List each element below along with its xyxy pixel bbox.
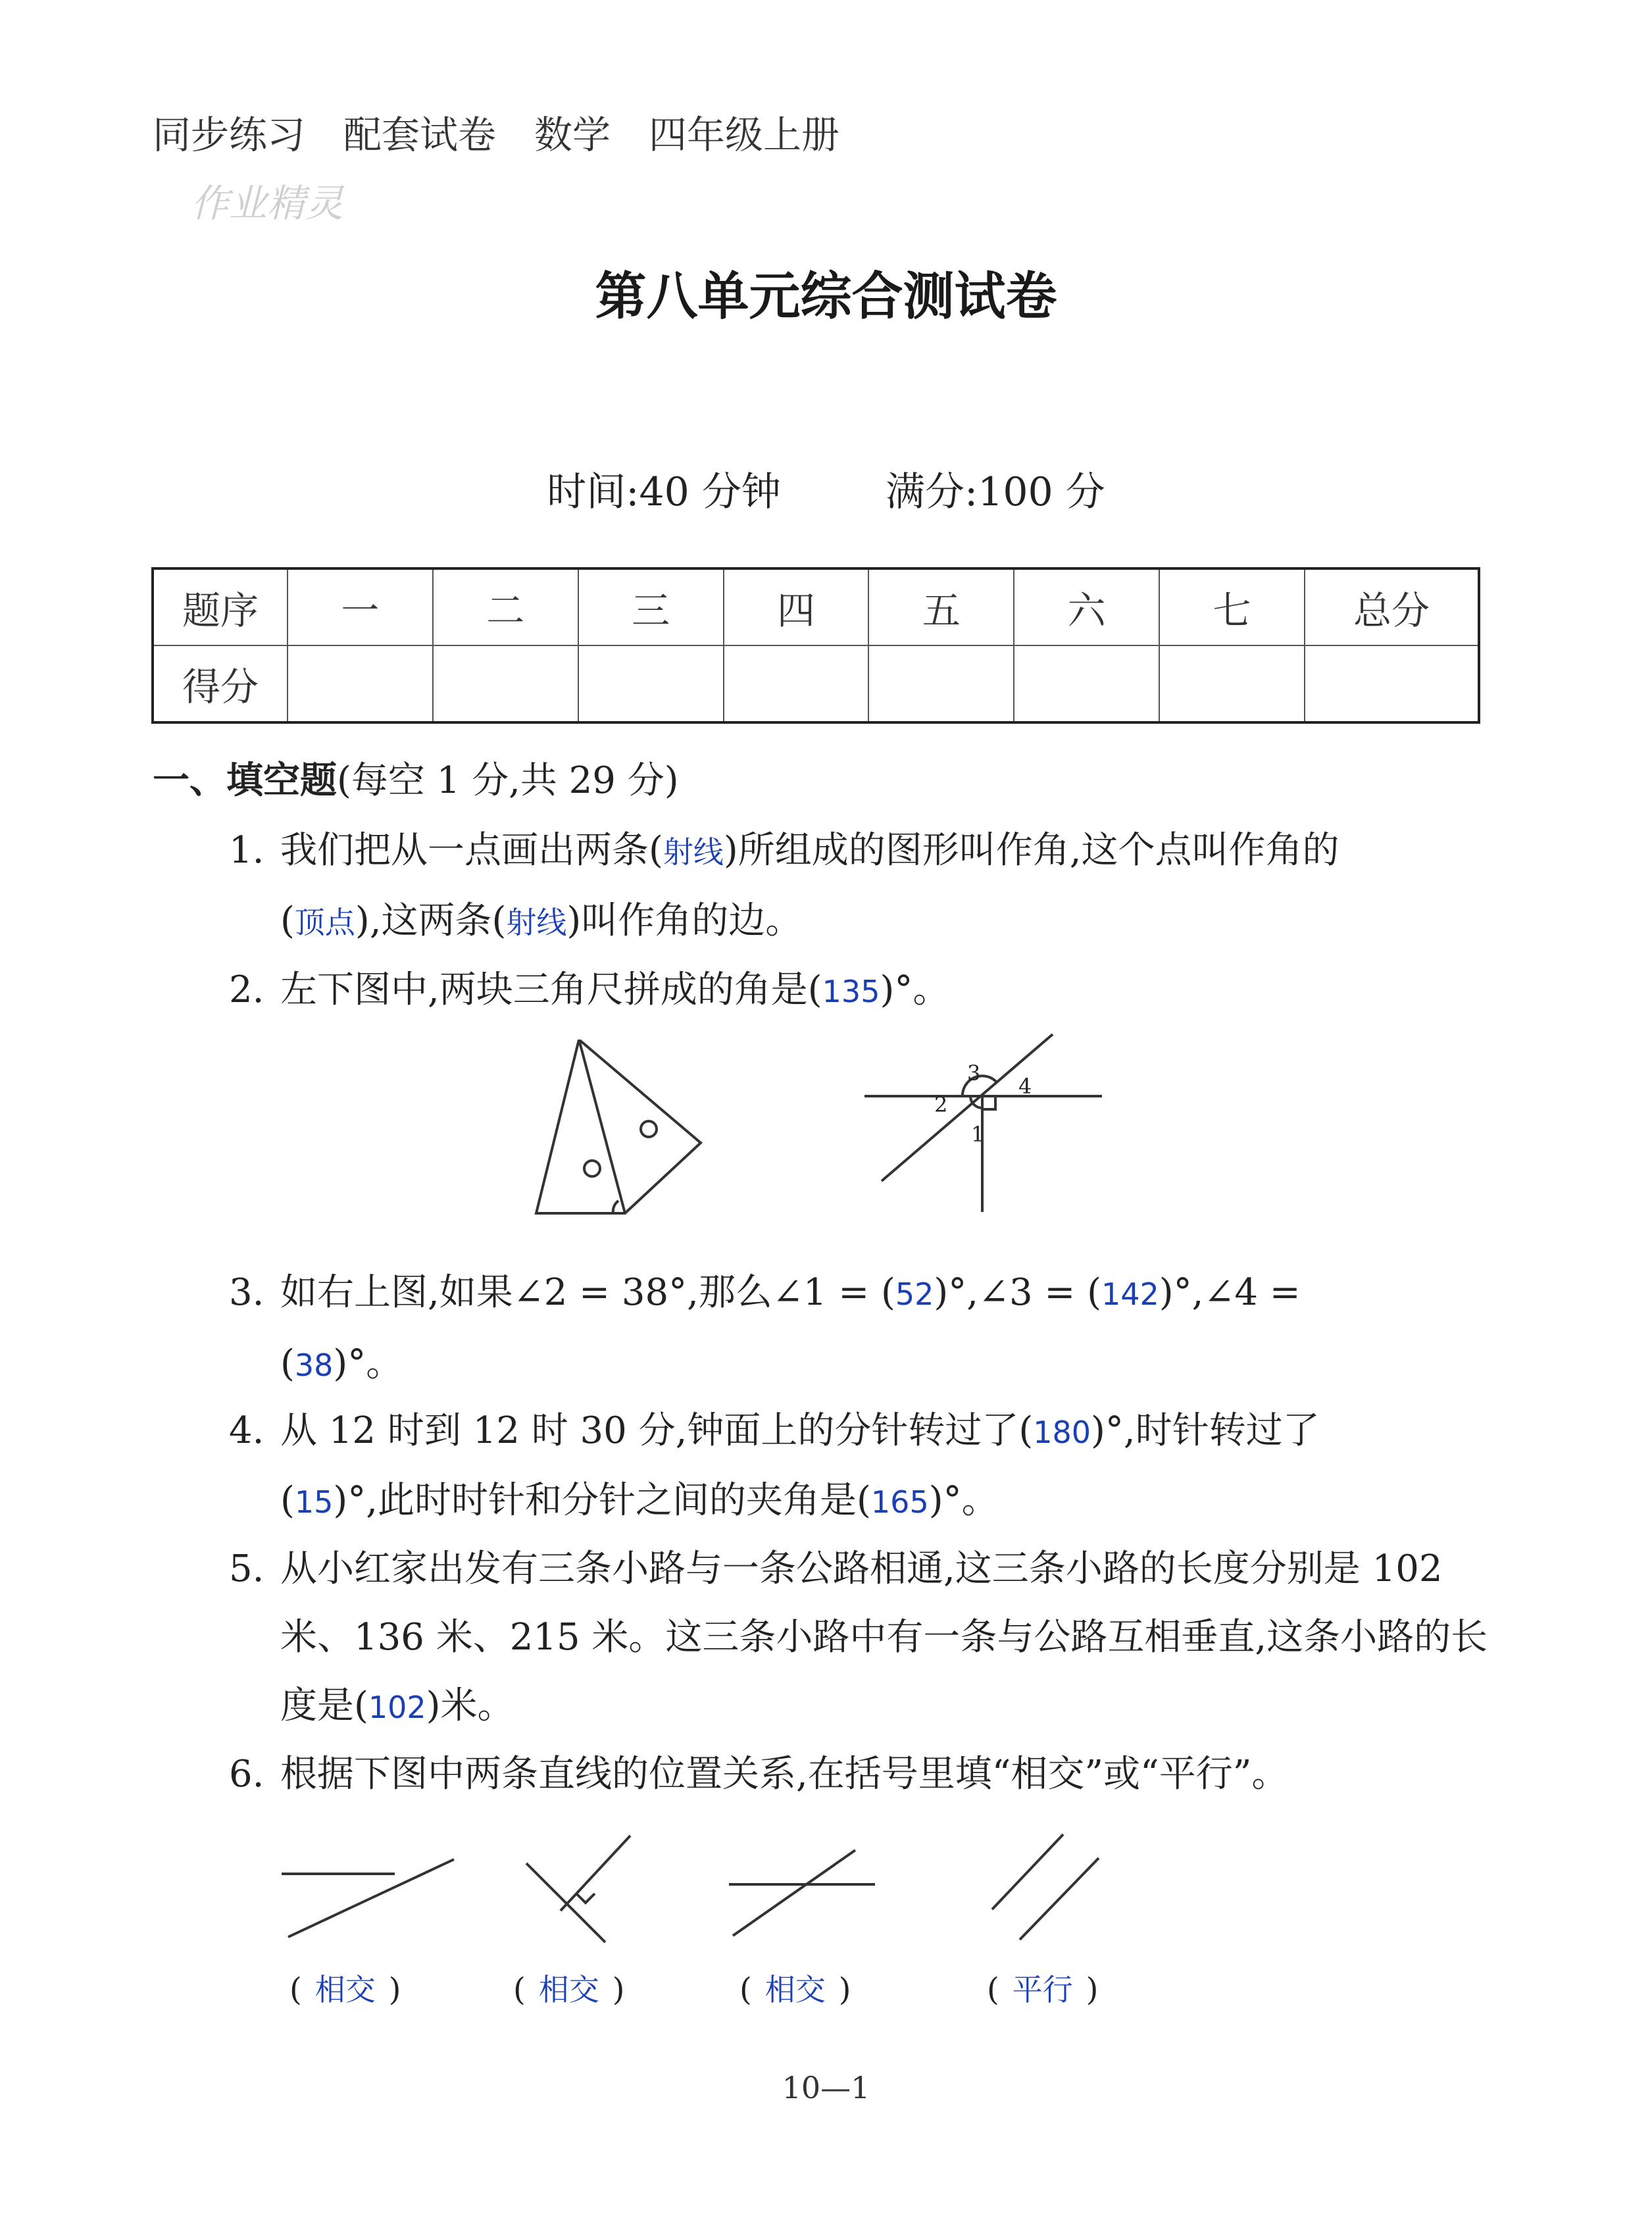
table-header-cell: 题序: [153, 568, 288, 645]
question-4-line-2: (15)°,此时时针和分针之间的夹角是(165)°。: [280, 1479, 999, 1522]
book-header: 同步练习 配套试卷 数学 四年级上册: [153, 113, 840, 157]
score-cell[interactable]: [1305, 645, 1479, 722]
exam-info: [0, 461, 1652, 517]
answer: 102: [368, 1690, 426, 1725]
score-cell[interactable]: [1159, 645, 1305, 722]
question-5-line-3: 度是(102)米。: [280, 1684, 514, 1727]
relation-answer-3: ( 相交 ): [739, 1971, 851, 2008]
question-6: 6. 根据下图中两条直线的位置关系,在括号里填“相交”或“平行”。: [229, 1753, 1289, 1796]
answer: 射线: [506, 905, 567, 940]
table-header-cell: 得分: [153, 645, 288, 722]
ruler-hole: [641, 1121, 657, 1137]
answer: 180: [1033, 1415, 1091, 1450]
relation-answer-4: ( 平行 ): [987, 1971, 1099, 2008]
table-header-cell: 二: [433, 568, 578, 645]
answer: 135: [822, 974, 880, 1009]
score-cell[interactable]: [433, 645, 578, 722]
page-number: 10—1: [782, 2070, 870, 2105]
table-header-cell: 三: [578, 568, 724, 645]
table-row: [153, 568, 1479, 645]
table-row: [153, 645, 1479, 722]
question-number: 6.: [229, 1753, 264, 1796]
angle-arc: [613, 1201, 618, 1213]
question-5-line-1: 5. 从小红家出发有三条小路与一条公路相通,这三条小路的长度分别是 102: [229, 1547, 1443, 1590]
relation-answer-1: ( 相交 ): [289, 1971, 401, 2008]
page-title: 第八单元综合测试卷: [595, 266, 1057, 326]
watermark: 作业精灵: [191, 181, 344, 226]
label-4: 4: [1018, 1074, 1032, 1099]
line-pair-3: [724, 1842, 882, 1948]
full-score: 满分:100 分: [885, 469, 1105, 515]
time-limit: 时间:40 分钟: [547, 469, 781, 515]
section-title: 一、填空题: [153, 759, 337, 802]
intersecting-lines-figure: [855, 1026, 1118, 1217]
question-number: 2.: [229, 969, 264, 1011]
table-header-cell: 总分: [1305, 568, 1479, 645]
score-cell[interactable]: [578, 645, 724, 722]
question-number: 3.: [229, 1271, 264, 1314]
question-3-line-1: 3. 如右上图,如果∠2 = 38°,那么∠1 = (52)°,∠3 = (142)°,∠4 =: [229, 1271, 1301, 1314]
section-heading: [153, 751, 679, 804]
answer: 顶点: [294, 905, 355, 940]
score-cell[interactable]: [868, 645, 1014, 722]
answer: 165: [870, 1484, 929, 1520]
relation-answer-2: ( 相交 ): [513, 1971, 625, 2008]
question-1-line-2: (顶点),这两条(射线)叫作角的边。: [280, 899, 803, 942]
line-pair-4: [987, 1829, 1118, 1948]
right-angle-mark: [982, 1096, 995, 1109]
right-angle-mark: [576, 1894, 595, 1903]
question-4-line-1: 4. 从 12 时到 12 时 30 分,钟面上的分针转过了(180)°,时针转过了: [229, 1409, 1320, 1452]
section-note: (每空 1 分,共 29 分): [337, 759, 679, 802]
answer: 相交: [314, 1972, 376, 2007]
score-cell[interactable]: [288, 645, 433, 722]
table-header-cell: 七: [1159, 568, 1305, 645]
score-table: [151, 567, 1480, 724]
table-header-cell: 五: [868, 568, 1014, 645]
label-3: 3: [967, 1061, 981, 1086]
table-header-cell: 六: [1014, 568, 1159, 645]
ruler-hole: [584, 1161, 600, 1176]
answer: 38: [294, 1347, 334, 1383]
score-cell[interactable]: [1014, 645, 1159, 722]
line-pair-1: [276, 1829, 461, 1948]
table-header-cell: 一: [288, 568, 433, 645]
table-header-cell: 四: [724, 568, 869, 645]
answer: 相交: [538, 1972, 599, 2007]
answer: 142: [1101, 1276, 1159, 1312]
question-number: 4.: [229, 1409, 264, 1452]
answer: 平行: [1012, 1972, 1073, 2007]
question-1-line-1: 1. 我们把从一点画出两条(射线)所组成的图形叫作角,这个点叫作角的: [229, 829, 1339, 872]
answer: 相交: [764, 1972, 826, 2007]
answer: 52: [895, 1276, 934, 1312]
question-5-line-2: 米、136 米、215 米。这三条小路中有一条与公路互相垂直,这条小路的长: [280, 1616, 1488, 1659]
question-2: 2. 左下图中,两块三角尺拼成的角是(135)°。: [229, 969, 950, 1011]
oblique-line: [882, 1034, 1053, 1181]
line-pair-2: [520, 1829, 651, 1961]
label-1: 1: [971, 1122, 985, 1147]
ruler-divider: [579, 1040, 625, 1213]
triangle-rulers-figure: [513, 1040, 724, 1224]
question-3-line-2: (38)°。: [280, 1342, 403, 1385]
question-number: 5.: [229, 1547, 264, 1590]
question-number: 1.: [229, 829, 264, 872]
answer: 射线: [663, 834, 724, 870]
answer: 15: [294, 1484, 334, 1520]
score-cell[interactable]: [724, 645, 869, 722]
label-2: 2: [934, 1092, 948, 1117]
